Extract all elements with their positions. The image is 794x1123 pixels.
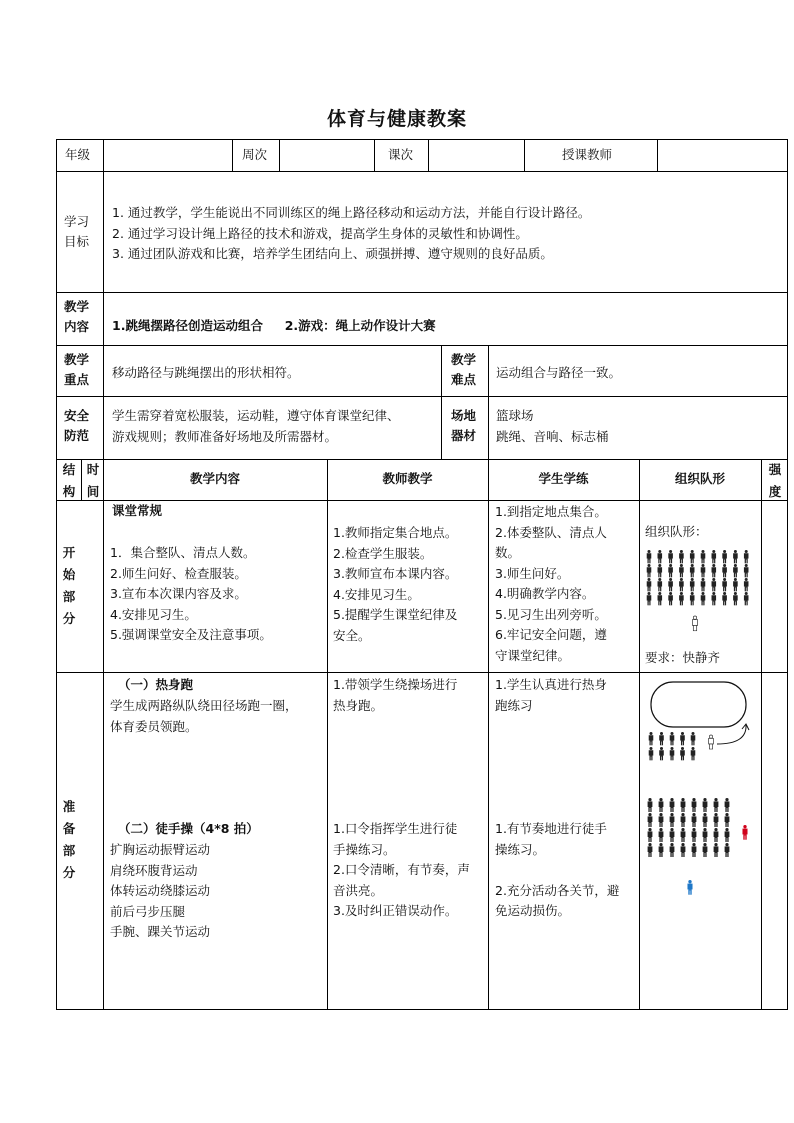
student-figure-icon — [722, 564, 727, 577]
student-figure-icon — [690, 564, 695, 577]
start-student — [495, 502, 607, 666]
student-figure-icon — [701, 592, 706, 605]
student-figure-icon — [679, 550, 684, 563]
student-figure-icon — [658, 564, 663, 577]
student-figure-icon — [647, 578, 652, 591]
student-figure-icon — [668, 564, 673, 577]
col-student: 学生学练 — [538, 471, 589, 486]
student-figure-icon — [690, 578, 695, 591]
leader-figure-icon — [709, 735, 714, 749]
list-item: 扩胸运动振臂运动 — [110, 842, 211, 857]
student-figure-icon — [712, 578, 717, 591]
student-figure-icon — [701, 578, 706, 591]
list-item: 5.强调课堂安全及注意事项。 — [110, 627, 272, 642]
objective-item: 3. 通过团队游戏和比赛，培养学生团结向上、顽强拼搏、遵守规则的良好品质。 — [112, 246, 553, 261]
student-figure-icon — [714, 798, 719, 812]
start-heading: 课堂常规 — [112, 503, 163, 518]
student-figure-icon — [659, 813, 664, 827]
list-item: 2.检查学生服装。 — [333, 545, 433, 561]
student-figure-icon — [648, 843, 653, 857]
student-figure-icon — [692, 843, 697, 857]
student-figure-icon — [649, 747, 654, 760]
safety-text-1: 学生需穿着宽松服装，运动鞋，遵守体育课堂纪律、 — [112, 408, 400, 423]
student-figure-icon — [725, 798, 730, 812]
student-figure-icon — [712, 550, 717, 563]
student-figure-icon — [648, 798, 653, 812]
week-label: 周次 — [242, 147, 268, 162]
list-item: 5.提醒学生课堂纪律及 — [333, 607, 458, 622]
student-figure-icon — [670, 828, 675, 842]
stage-prep: 准 备 部 分 — [62, 799, 76, 880]
objectives-list — [112, 203, 590, 265]
stage-start: 开 始 部 分 — [62, 545, 76, 626]
student-figure-icon — [690, 550, 695, 563]
student-figure-icon — [725, 813, 730, 827]
col-content: 教学内容 — [189, 471, 240, 486]
student-figure-icon — [744, 592, 749, 605]
keypoints-label: 教学 重点 — [64, 352, 90, 387]
student-figure-icon — [659, 843, 664, 857]
warmup-formation-diagram — [645, 680, 755, 770]
student-figure-icon — [722, 592, 727, 605]
list-item: 2.师生问好、检查服装。 — [110, 565, 247, 581]
student-figure-icon — [658, 578, 663, 591]
grade-label: 年级 — [65, 147, 91, 162]
student-figure-icon — [712, 564, 717, 577]
student-figure-icon — [733, 592, 738, 605]
list-item: 2.充分活动各关节，避 — [495, 882, 620, 898]
student-figure-icon — [668, 550, 673, 563]
student-figure-icon — [681, 798, 686, 812]
list-item: 5.见习生出列旁听。 — [495, 606, 607, 622]
list-item: 1.学生认真进行热身 — [495, 677, 607, 692]
student-figure-icon — [744, 578, 749, 591]
student-figure-icon — [659, 798, 664, 812]
student-figure-icon — [681, 813, 686, 827]
list-item: 跑练习 — [495, 697, 533, 713]
list-item: 守课堂纪律。 — [495, 647, 571, 663]
list-item: 3.师生问好。 — [495, 565, 570, 581]
student-figure-icon — [725, 828, 730, 842]
student-figure-icon — [670, 843, 675, 857]
student-figure-icon — [722, 550, 727, 563]
list-item: 操练习。 — [495, 841, 546, 857]
difficulty-text: 运动组合与路径一致。 — [496, 365, 622, 380]
leader-figure-icon — [692, 616, 697, 631]
teacher-label: 授课教师 — [562, 147, 613, 162]
list-item: 1.带领学生绕操场进行 — [333, 677, 458, 692]
objectives-label: 学习 目标 — [64, 214, 90, 249]
list-item: 数。 — [495, 545, 521, 560]
list-item: 学生成两路纵队绕田径场跑一圈， — [110, 698, 298, 713]
student-figure-icon — [659, 747, 664, 760]
list-item: 1.有节奏地进行徒手 — [495, 821, 607, 836]
student-figure-icon — [692, 798, 697, 812]
student-figure-icon — [659, 828, 664, 842]
student-figure-icon — [681, 843, 686, 857]
warmup-heading: （一）热身跑 — [118, 677, 194, 692]
list-item: 1.口令指挥学生进行徒 — [333, 821, 458, 836]
list-item: 手腕、踝关节运动 — [110, 924, 211, 939]
list-item: 1．集合整队、清点人数。 — [110, 545, 256, 560]
safety-label: 安全 防范 — [64, 408, 90, 443]
objective-item: 1. 通过教学，学生能说出不同训练区的绳上路径移动和运动方法，并能自行设计路径。 — [112, 205, 591, 220]
objective-item: 2. 通过学习设计绳上路径的技术和游戏，提高学生身体的灵敏性和协调性。 — [112, 225, 528, 241]
student-figure-icon — [733, 550, 738, 563]
start-items — [110, 543, 272, 646]
list-item: 体育委员领跑。 — [110, 718, 198, 734]
student-figure-icon — [680, 747, 685, 760]
student-figure-icon — [714, 813, 719, 827]
page-title: 体育与健康教案 — [326, 108, 467, 130]
student-figure-icon — [649, 732, 654, 745]
student-figure-icon — [681, 828, 686, 842]
student-figure-icon — [690, 592, 695, 605]
student-figure-icon — [692, 813, 697, 827]
list-item: 肩绕环腹背运动 — [110, 862, 198, 878]
student-figure-icon — [680, 732, 685, 745]
list-item: 2.口令清晰，有节奏，声 — [333, 862, 470, 877]
exercise-teacher — [333, 819, 470, 922]
student-figure-icon — [691, 747, 696, 760]
start-teacher — [333, 523, 457, 646]
student-figure-icon — [722, 578, 727, 591]
student-figure-icon — [647, 550, 652, 563]
leader-figure-icon — [687, 880, 692, 895]
list-item: 1.教师指定集合地点。 — [333, 525, 458, 540]
list-item: 4.明确教学内容。 — [495, 586, 595, 601]
student-figure-icon — [712, 592, 717, 605]
student-figure-icon — [733, 564, 738, 577]
difficulty-label: 教学 难点 — [451, 352, 477, 387]
student-figure-icon — [668, 578, 673, 591]
list-item: 3.及时纠正错误动作。 — [333, 903, 458, 918]
student-figure-icon — [703, 798, 708, 812]
venue-text: 篮球场 — [496, 408, 534, 423]
student-figure-icon — [692, 828, 697, 842]
student-figure-icon — [701, 550, 706, 563]
student-figure-icon — [679, 578, 684, 591]
running-track-shape — [651, 682, 746, 727]
student-figure-icon — [744, 550, 749, 563]
venue-label: 场地 器材 — [451, 408, 477, 443]
student-figure-icon — [647, 592, 652, 605]
run-direction-arrow-icon — [717, 725, 746, 744]
warmup-student — [495, 675, 607, 716]
formation-label: 组织队形： — [645, 524, 708, 539]
student-figure-icon — [679, 564, 684, 577]
student-figure-icon — [658, 592, 663, 605]
start-formation-diagram — [645, 550, 755, 640]
col-intensity: 强 度 — [768, 462, 782, 499]
warmup-teacher — [333, 675, 457, 716]
student-figure-icon — [659, 732, 664, 745]
student-figure-icon — [714, 828, 719, 842]
list-item: 前后弓步压腿 — [110, 903, 186, 919]
list-item: 3.教师宣布本课内容。 — [333, 566, 458, 581]
col-formation: 组织队形 — [674, 471, 725, 486]
student-figure-icon — [670, 747, 675, 760]
student-figure-icon — [701, 564, 706, 577]
equipment-text: 跳绳、音响、标志桶 — [496, 429, 609, 444]
student-figure-icon — [725, 843, 730, 857]
student-figure-icon — [668, 592, 673, 605]
student-figure-icon — [744, 564, 749, 577]
safety-text-2: 游戏规则；教师准备好场地及所需器材。 — [112, 429, 338, 444]
list-item: 6.牢记安全问题，遵 — [495, 627, 607, 642]
exercise-formation-diagram — [645, 798, 755, 903]
list-item: 4.安排见习生。 — [110, 606, 197, 622]
student-figure-icon — [703, 843, 708, 857]
warmup-text — [110, 696, 298, 737]
col-teacher: 教师教学 — [382, 471, 433, 486]
exercise-student — [495, 819, 619, 922]
col-time: 时 间 — [86, 462, 100, 499]
student-figure-icon — [703, 813, 708, 827]
exercise-heading: （二）徒手操（4*8 拍） — [118, 821, 259, 836]
list-item: 1.到指定地点集合。 — [495, 504, 607, 519]
list-item: 4.安排见习生。 — [333, 586, 420, 602]
col-structure: 结 构 — [62, 462, 76, 499]
list-item: 2.体委整队、清点人 — [495, 524, 607, 540]
student-figure-icon — [658, 550, 663, 563]
list-item — [495, 860, 619, 881]
student-figure-icon — [679, 592, 684, 605]
keypoints-text: 移动路径与跳绳摆出的形状相符。 — [112, 365, 300, 380]
student-figure-icon — [647, 564, 652, 577]
student-figure-icon — [648, 813, 653, 827]
list-item: 安全。 — [333, 627, 371, 643]
formation-requirement: 要求：快静齐 — [645, 650, 721, 665]
student-figure-icon — [714, 843, 719, 857]
exercise-items — [110, 840, 210, 943]
lesson-label: 课次 — [388, 147, 414, 162]
list-item: 热身跑。 — [333, 697, 384, 713]
teacher-figure-icon — [742, 825, 747, 840]
student-figure-icon — [733, 578, 738, 591]
list-item: 音洪亮。 — [333, 882, 384, 898]
student-figure-icon — [670, 813, 675, 827]
student-figure-icon — [648, 828, 653, 842]
list-item: 3.宣布本次课内容及求。 — [110, 586, 247, 601]
student-figure-icon — [691, 732, 696, 745]
student-figure-icon — [703, 828, 708, 842]
student-figure-icon — [670, 732, 675, 745]
list-item: 体转运动绕膝运动 — [110, 883, 211, 898]
content-text: 1.跳绳摆路径创造运动组合 2.游戏：绳上动作设计大赛 — [112, 318, 436, 333]
student-figure-icon — [670, 798, 675, 812]
list-item: 免运动损伤。 — [495, 903, 571, 918]
list-item: 手操练习。 — [333, 841, 396, 857]
content-label: 教学 内容 — [64, 299, 90, 334]
